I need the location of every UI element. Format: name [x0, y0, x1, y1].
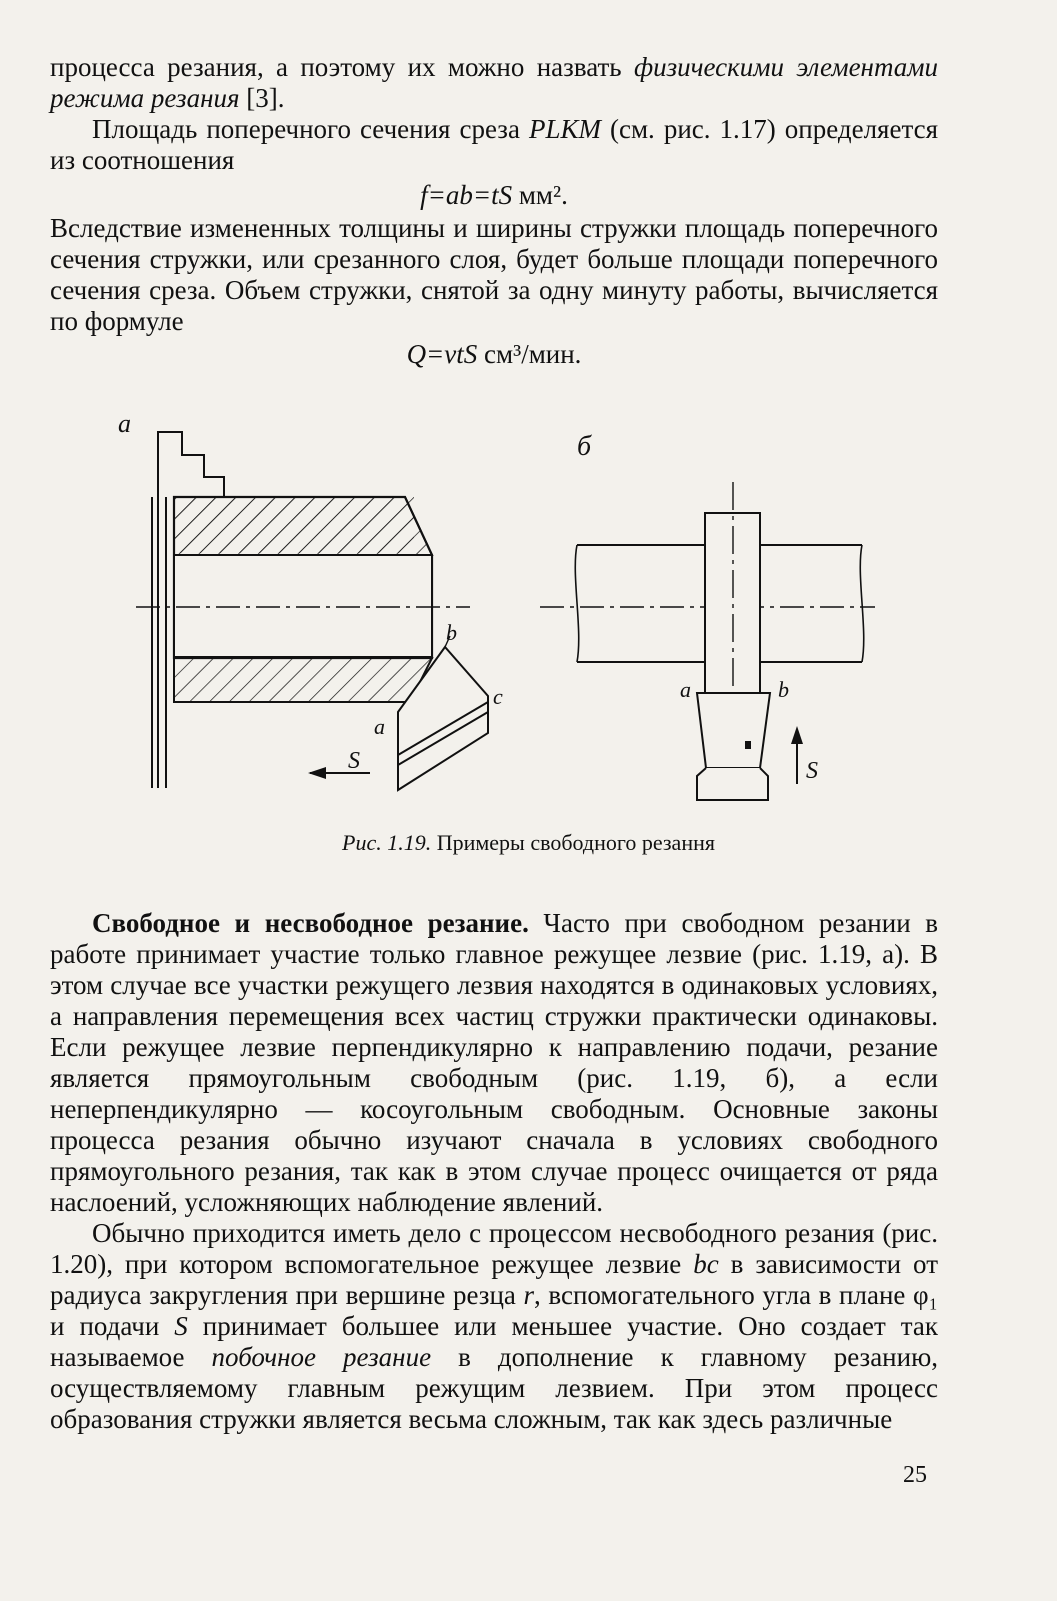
tool-label-c: c	[493, 684, 503, 709]
formula-expression: Q=vtS	[406, 339, 478, 369]
right-feed-label-s: S	[806, 758, 818, 784]
feed-label-s: S	[348, 748, 360, 774]
paragraph-5	[50, 1218, 938, 1435]
figure-caption	[0, 830, 1057, 856]
formula-volume	[50, 339, 938, 370]
bore	[174, 555, 432, 657]
label-b: б	[577, 431, 592, 462]
text-run: Обычно приходится иметь дело с процессом несвободного резания (рис. 1.20), при котором вспомогательное режущее лезвие	[50, 1218, 938, 1279]
page-number: 25	[903, 1462, 927, 1488]
tool-label-a: a	[374, 714, 385, 739]
tool-label-b: b	[446, 620, 457, 645]
italic-term: побочное резание	[211, 1342, 432, 1372]
italic-term: bc	[693, 1249, 719, 1279]
text-run: в зависимости от радиуса закругления при вершине резца	[50, 1249, 938, 1310]
italic-term: физическими элементами режима резания	[50, 52, 939, 113]
caption-number: Рис. 1.19.	[342, 830, 432, 855]
figure-a	[118, 409, 503, 790]
italic-term: r	[523, 1280, 535, 1310]
caption-text: Примеры свободного резання	[431, 830, 715, 855]
top-text-block	[50, 52, 938, 370]
text-run: в дополнение к главному резанию, осуществляемому главным режущим лезвием. При этом процесс образования стружки является весьма сложным, так как здесь различные	[50, 1342, 938, 1434]
text-run: принимает большее или меньшее участие. Оно создает так называемое	[50, 1311, 939, 1372]
paragraph-1	[50, 52, 938, 114]
text-run: Часто при свободном резании в работе принимает участие только главное режущее лезвие (рис. 1.19, а). В этом случае все участки режущего лезвия находятся в одинаковых условиях, а направления перемещения всех частиц стружки практически одинаковы. Если режущее лезвие перпендикулярно к направлению подачи, резание является прямоугольным свободным (рис. 1.19, б), а если неперпендикулярно — косоугольным свободным. Основные законы процесса резания обычно изучают сначала в условиях свободного прямоугольного резания, так как в этом случае процесс очищается от ряда наслоений, усложняющих наблюдение явлений.	[50, 908, 938, 1217]
italic-term: S	[174, 1311, 188, 1341]
label-a: а	[118, 409, 131, 438]
text-run: (см. рис. 1.17) определяется из соотношения	[50, 114, 938, 175]
right-tool-holder	[697, 693, 770, 768]
formula-expression: f=ab=tS	[420, 180, 513, 210]
formula-unit: см³/мин.	[477, 339, 582, 369]
right-label-b: b	[778, 677, 789, 702]
paragraph-3: Вследствие измененных толщины и ширины стружки площадь поперечного сечения стружки, или срезанного слоя, будет больше площади поперечного сечения среза. Объем стружки, снятой за одну минуту работы, вычисляется по формуле	[50, 213, 938, 336]
text-run: [3].	[239, 83, 285, 113]
figure-1-19	[0, 400, 1057, 820]
section-heading: Свободное и несвободное резание.	[92, 908, 529, 938]
paragraph-2	[50, 114, 938, 176]
chuck-jaw	[158, 432, 224, 497]
italic-term: PLKM	[528, 114, 601, 144]
text-run: процесса резания, а поэтому их можно назвать	[50, 52, 634, 82]
text-run: , вспомогательного угла в плане φ₁ и подачи	[50, 1280, 938, 1341]
text-run: Площадь поперечного сечения среза	[92, 114, 529, 144]
right-label-a: a	[680, 677, 691, 702]
formula-area	[50, 180, 938, 211]
hatched-lower	[174, 658, 432, 702]
bottom-text-block	[50, 908, 938, 1435]
paragraph-4	[50, 908, 938, 1218]
figure-b	[540, 431, 875, 800]
formula-unit: мм².	[512, 180, 568, 210]
